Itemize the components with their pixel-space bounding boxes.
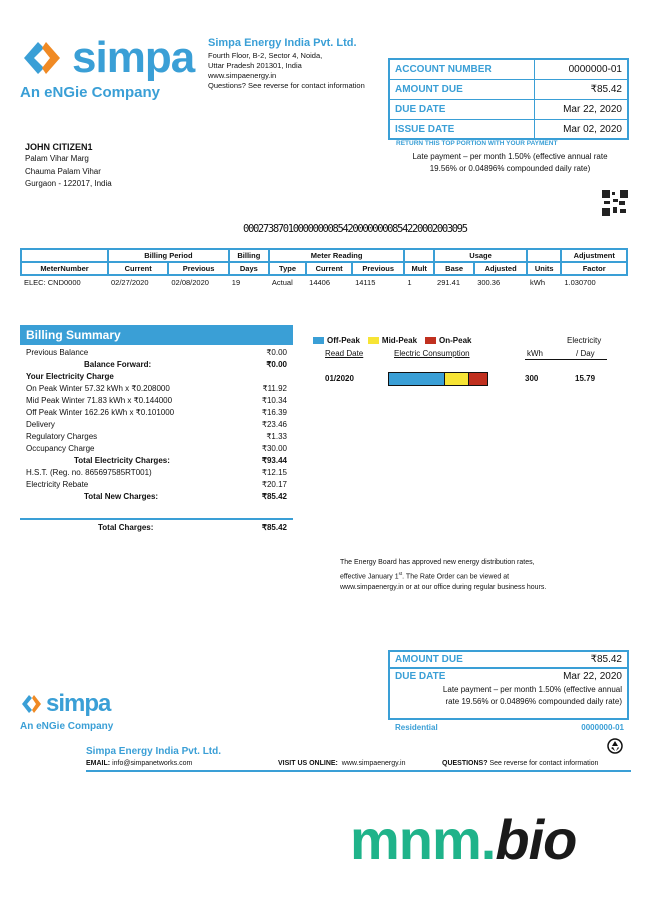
summary-value: ₹30.00 xyxy=(261,444,287,453)
late-payment-note xyxy=(390,151,630,175)
stub-due-label: DUE DATE xyxy=(395,671,446,682)
notice-line: effective January 1 xyxy=(340,573,399,581)
consumption-segment-on-peak xyxy=(468,373,487,385)
total-charges-label: Total Charges: xyxy=(98,523,154,532)
summary-value: ₹0.00 xyxy=(266,360,287,369)
footer-company: Simpa Energy India Pvt. Ltd. xyxy=(86,746,222,757)
amount-due-value: ₹85.42 xyxy=(590,84,622,95)
rate-notice xyxy=(340,557,546,593)
watermark xyxy=(350,808,577,871)
col-kwh: kWh xyxy=(527,349,543,358)
customer-name: JOHN CITIZEN1 xyxy=(25,142,93,152)
col-electricity: Electricity xyxy=(567,336,602,345)
footer-contacts xyxy=(86,760,631,772)
logo-mark-icon xyxy=(20,38,66,78)
email-link[interactable]: info@simpanetworks.com xyxy=(112,760,193,767)
legend-label: Off-Peak xyxy=(327,336,360,345)
summary-value: ₹85.42 xyxy=(261,492,287,501)
table-cell: 1.030700 xyxy=(564,278,596,287)
customer-address-line: Palam Vihar Marg xyxy=(25,154,89,163)
watermark-part: mnm. xyxy=(350,808,496,871)
amount-due-label: AMOUNT DUE xyxy=(390,80,535,99)
column-header: Units xyxy=(527,262,561,275)
address-line: Uttar Pradesh 201301, India xyxy=(208,61,302,70)
summary-row xyxy=(20,407,293,419)
watermark-part: bio xyxy=(495,808,577,871)
summary-row xyxy=(20,359,293,371)
due-date-value: Mar 22, 2020 xyxy=(563,104,622,115)
per-day-value: 15.79 xyxy=(575,374,596,383)
summary-value: ₹0.00 xyxy=(266,348,287,357)
account-box xyxy=(388,58,629,140)
table-cell: 02/27/2020 xyxy=(110,278,149,287)
questions-line: Questions? See reverse for contact information xyxy=(208,81,365,90)
summary-row xyxy=(20,395,293,407)
qr-code-icon xyxy=(602,190,628,216)
summary-value: ₹12.15 xyxy=(261,468,287,477)
summary-label: Your Electricity Charge xyxy=(26,372,114,381)
summary-row xyxy=(20,491,293,503)
table-cell: 14115 xyxy=(355,278,376,287)
customer-address-block xyxy=(25,142,112,191)
summary-value: ₹16.39 xyxy=(261,408,287,417)
summary-label: Occupancy Charge xyxy=(26,444,95,453)
billing-summary-title: Billing Summary xyxy=(20,325,293,345)
late-line: Late payment – per month 1.50% (effective annual rate xyxy=(412,152,608,161)
read-date-value: 01/2020 xyxy=(325,374,354,383)
website: www.simpaenergy.in xyxy=(208,71,277,80)
summary-label: Total New Charges: xyxy=(84,492,159,501)
summary-label: Mid Peak Winter 71.83 kWh x ₹0.144000 xyxy=(26,396,173,405)
table-cell: ELEC: CND0000 xyxy=(24,278,81,287)
table-cell: 1 xyxy=(407,278,412,287)
column-header: Previous xyxy=(168,262,228,275)
issue-date-value: Mar 02, 2020 xyxy=(563,124,622,135)
legend-on-peak xyxy=(425,336,471,345)
stub-late-line: Late payment – per month 1.50% (effective annual xyxy=(442,685,622,694)
summary-value: ₹23.46 xyxy=(261,420,287,429)
summary-row xyxy=(20,371,293,383)
consumption-chart xyxy=(313,336,633,383)
table-cell: 14406 xyxy=(309,278,331,287)
summary-row xyxy=(20,467,293,479)
legend-label: Mid-Peak xyxy=(381,336,418,345)
table-cell: kWh xyxy=(530,278,546,287)
customer-address-line: Gurgaon - 122017, India xyxy=(25,179,112,188)
billing-summary xyxy=(20,325,293,534)
group-header xyxy=(404,249,434,262)
group-header xyxy=(21,249,108,262)
consumption-segment-off-peak xyxy=(389,373,444,385)
table-cell: 19 xyxy=(231,278,241,287)
column-header: Adjusted xyxy=(474,262,527,275)
notice-sup: st xyxy=(398,571,403,576)
legend-off-peak xyxy=(313,336,360,345)
column-header: Mult xyxy=(404,262,434,275)
stub-account-number: 0000000-01 xyxy=(581,723,624,732)
summary-label: Total Electricity Charges: xyxy=(74,456,170,465)
column-header: Type xyxy=(269,262,306,275)
consumption-bar xyxy=(388,372,488,386)
company-name: Simpa Energy India Pvt. Ltd. xyxy=(208,37,357,49)
notice-line: www.simpaenergy.in or at our office during regular business hours. xyxy=(340,584,547,592)
col-read-date: Read Date xyxy=(325,349,364,358)
late-line: 19.56% or 0.04896% compounded daily rate) xyxy=(429,164,591,173)
group-header: Meter Reading xyxy=(269,249,404,262)
account-type: Residential xyxy=(395,723,438,732)
company-address xyxy=(208,51,365,91)
summary-value: ₹10.34 xyxy=(261,396,287,405)
summary-value: ₹20.17 xyxy=(261,480,287,489)
column-header: Previous xyxy=(352,262,404,275)
column-header: Current xyxy=(306,262,352,275)
address-line: Fourth Floor, B-2, Sector 4, Noida, xyxy=(208,51,323,60)
column-header: Days xyxy=(229,262,269,275)
summary-label: Off Peak Winter 162.26 kWh x ₹0.101000 xyxy=(26,408,175,417)
col-per-day: / Day xyxy=(576,349,595,358)
issue-date-label: ISSUE DATE xyxy=(390,120,535,140)
group-header: Adjustment xyxy=(561,249,627,262)
group-header: Usage xyxy=(434,249,527,262)
stub-amount-label: AMOUNT DUE xyxy=(395,654,463,665)
consumption-segment-mid-peak xyxy=(444,373,468,385)
meter-reading-table xyxy=(20,248,628,289)
group-header: Billing xyxy=(229,249,269,262)
customer-address-line: Chauma Palam Vihar xyxy=(25,166,101,176)
summary-value: ₹11.92 xyxy=(262,384,287,393)
total-charges-value: ₹85.42 xyxy=(261,523,287,532)
summary-row xyxy=(20,455,293,467)
summary-value: ₹1.33 xyxy=(266,432,287,441)
recycle-icon xyxy=(607,738,623,754)
logo-subtitle: An eNGie Company xyxy=(20,721,114,732)
table-cell: 291.41 xyxy=(437,278,460,287)
summary-row xyxy=(20,431,293,443)
questions-label: QUESTIONS? xyxy=(442,760,488,767)
summary-row xyxy=(20,479,293,491)
summary-label: Delivery xyxy=(26,420,55,429)
divider xyxy=(20,518,293,520)
summary-value: ₹93.44 xyxy=(261,456,287,465)
table-cell: Actual xyxy=(271,278,293,287)
group-header xyxy=(527,249,561,262)
due-date-label: DUE DATE xyxy=(390,100,535,119)
summary-row xyxy=(20,419,293,431)
column-header: Current xyxy=(108,262,168,275)
notice-line: The Energy Board has approved new energy distribution rates, xyxy=(340,559,535,566)
summary-row xyxy=(20,347,293,359)
online-label: VISIT US ONLINE: xyxy=(278,760,338,767)
group-header: Billing Period xyxy=(108,249,229,262)
legend-label: On-Peak xyxy=(439,336,472,345)
logo-subtitle: An eNGie Company xyxy=(20,84,161,101)
table-cell: 02/08/2020 xyxy=(171,278,209,287)
account-number-value: 0000000-01 xyxy=(568,64,622,75)
col-consumption: Electric Consumption xyxy=(394,349,470,358)
summary-label: On Peak Winter 57.32 kWh x ₹0.208000 xyxy=(26,384,170,393)
questions-text: See reverse for contact information xyxy=(489,760,599,767)
payment-stub-box xyxy=(388,650,629,720)
notice-line: . The Rate Order can be viewed at xyxy=(402,573,510,581)
summary-label: Regulatory Charges xyxy=(26,432,98,441)
return-note: RETURN THIS TOP PORTION WITH YOUR PAYMENT xyxy=(396,140,558,147)
column-header: MeterNumber xyxy=(21,262,108,275)
email-label: EMAIL: xyxy=(86,760,111,767)
stub-late-line: rate 19.56% or 0.04896% compounded daily rate) xyxy=(445,697,622,706)
table-row xyxy=(21,275,627,289)
summary-row xyxy=(20,443,293,455)
column-header: Base xyxy=(434,262,474,275)
summary-row xyxy=(20,383,293,395)
logo-word: simpa xyxy=(46,690,111,717)
column-header: Factor xyxy=(561,262,627,275)
logo-mark-icon xyxy=(20,693,44,715)
stub-amount-value: ₹85.42 xyxy=(590,654,622,665)
account-number-label: ACCOUNT NUMBER xyxy=(390,60,535,79)
logo-word: simpa xyxy=(72,33,195,82)
summary-label: Previous Balance xyxy=(26,348,89,357)
kwh-value: 300 xyxy=(525,374,539,383)
summary-label: Balance Forward: xyxy=(84,360,152,369)
legend-mid-peak xyxy=(368,336,417,345)
website-link[interactable]: www.simpaenergy.in xyxy=(341,760,406,767)
stub-due-value: Mar 22, 2020 xyxy=(563,671,622,682)
summary-label: Electricity Rebate xyxy=(26,480,89,489)
summary-label: H.S.T. (Reg. no. 865697585RT001) xyxy=(26,468,152,477)
scanline-digits: 000273870100000000854200000000854220002003095 xyxy=(243,223,467,235)
table-cell: 300.36 xyxy=(477,278,501,287)
